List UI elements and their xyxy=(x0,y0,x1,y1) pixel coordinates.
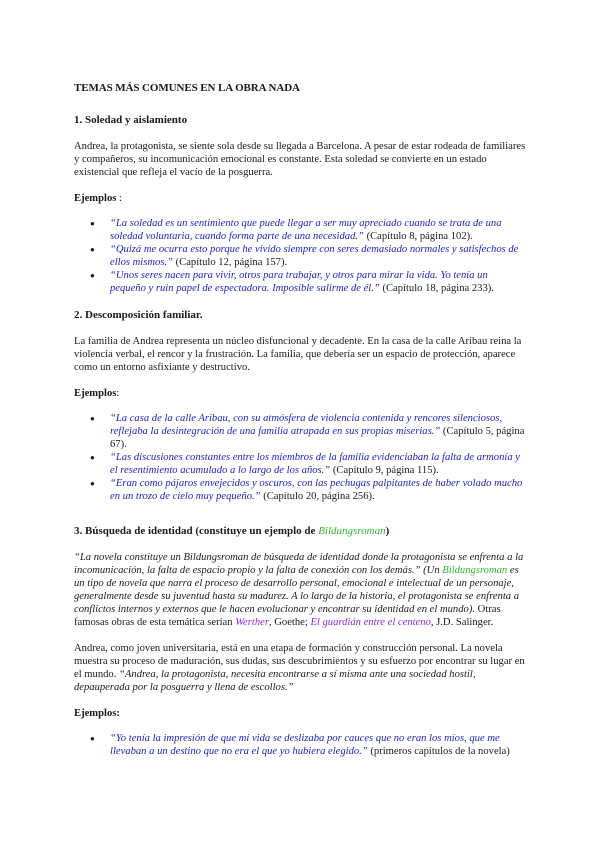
section-2-examples-list xyxy=(74,412,526,503)
paragraph-plain-text: Andrea, como joven universitaria, está en una etapa de formación y construcción personal. La novela muestra su proceso de maduración, sus dudas, sus descubrimientos y su esfuerzo por encontrar su lugar en el mundo. xyxy=(74,643,525,680)
section-3-paragraph-2 xyxy=(74,642,526,694)
list-item xyxy=(110,732,526,758)
examples-label-text: Ejemplos xyxy=(74,388,117,399)
examples-label-suffix: : xyxy=(116,193,122,204)
section-3-heading-close: ) xyxy=(385,525,390,537)
bildungsroman-link[interactable]: Bildungsroman xyxy=(318,525,386,537)
example-quote: “Las discusiones constantes entre los miembros de la familia evidenciaban la falta de armonía y el resentimiento acumulado a lo largo de los años.” xyxy=(110,452,520,476)
list-item xyxy=(110,269,526,295)
goethe-text: , Goethe; xyxy=(268,617,311,628)
example-ref: (Capítulo 12, página 157). xyxy=(172,257,288,268)
document-page xyxy=(74,82,526,772)
list-item xyxy=(110,243,526,269)
document-title: TEMAS MÁS COMUNES EN LA OBRA NADA xyxy=(74,82,300,94)
werther-link[interactable]: Werther xyxy=(235,617,269,628)
salinger-text: , J.D. Salinger. xyxy=(430,617,494,628)
example-ref: (Capítulo 20, página 256). xyxy=(260,491,375,502)
example-ref: (Capítulo 8, página 102). xyxy=(363,231,473,242)
list-item xyxy=(110,217,526,243)
example-ref: (Capítulo 5, página 67). xyxy=(110,426,525,450)
example-ref: (Capítulo 9, página 115). xyxy=(330,465,439,476)
example-quote: “La soledad es un sentimiento que puede llegar a ser muy apreciado cuando se trata de una soledad voluntaria, cuando forma parte de una necesidad.” xyxy=(110,218,502,242)
section-2-body: La familia de Andrea representa un núcleo disfuncional y decadente. En la casa de la calle Aribau reina la violencia verbal, el rencor y la frustración. La familia, que debería ser un espacio de protección, aparece como un entorno asfixiante y destructivo. xyxy=(74,336,522,373)
section-3-heading xyxy=(74,525,526,538)
guardian-link[interactable]: El guardián entre el centeno xyxy=(310,617,431,628)
section-1-examples-label xyxy=(74,192,526,205)
section-3-examples-list xyxy=(74,732,526,758)
examples-label-text: Ejemplos xyxy=(74,193,117,204)
section-2-heading: 2. Descomposición familiar. xyxy=(74,309,203,321)
list-item xyxy=(110,477,526,503)
example-quote: “Yo tenía la impresión de que mi vida se deslizaba por cauces que no eran los míos, que me llevaban a un destino que no era el que yo hubiera elegido.” xyxy=(110,733,500,757)
example-ref: (primeros capítulos de la novela) xyxy=(367,746,510,757)
bildungsroman-inline-link[interactable]: Bildungsroman xyxy=(442,565,508,576)
paragraph-italic-quote: “Andrea, la protagonista, necesita encontrarse a sí misma ante una sociedad hostil, depauperada por la posguerra y llena de escollos.” xyxy=(74,669,476,693)
list-item xyxy=(110,451,526,477)
section-1-body: Andrea, la protagonista, se siente sola desde su llegada a Barcelona. A pesar de estar rodeada de familiares y compañeros, su incomunicación emocional es constante. Esta soledad se convierte en un estado existencial que refleja el vacío de la posguerra. xyxy=(74,141,526,178)
example-ref: (Capítulo 18, página 233). xyxy=(379,283,494,294)
section-1-examples-list xyxy=(74,217,526,295)
list-item xyxy=(110,412,526,451)
paragraph-italic-quote: “La novela constituye un Bildungsroman de búsqueda de identidad donde la protagonista se enfrenta a la incomunicación, la falta de espacio propio y la falta de conexión con los demás.” (Un xyxy=(74,552,524,576)
paragraph-italic-definition: es un tipo de novela que narra el proceso de desarrollo personal, emocional e intelectual de un personaje, generalmente desde su juventud hasta su madurez. A lo largo de la historia, el protagonista se enfrenta a conflictos internos y externos que le hacen evolucionar y encontrar su identidad en el mundo). xyxy=(74,565,519,615)
example-quote: “Quizá me ocurra esto porque he vivido siempre con seres demasiado normales y satisfechos de ellos mismos.” xyxy=(110,244,519,268)
section-3-examples-label: Ejemplos: xyxy=(74,708,120,719)
paragraph-plain-text: Otras famosas obras de esta temática serían xyxy=(74,604,501,628)
example-quote: “Eran como pájaros envejecidos y oscuros, con las pechugas palpitantes de haber volado mucho en un trozo de cielo muy pequeño.” xyxy=(110,478,523,502)
examples-label-suffix: : xyxy=(116,388,120,399)
section-2-examples-label xyxy=(74,387,526,400)
example-quote: “La casa de la calle Aribau, con su atmósfera de violencia contenida y rencores silenciosos, reflejaba la desintegración de una familia atrapada en sus propias miserias.” xyxy=(110,413,503,437)
section-3-paragraph-1 xyxy=(74,551,526,629)
section-3-heading-text: 3. Búsqueda de identidad (constituye un ejemplo de xyxy=(74,525,319,537)
example-quote: “Unos seres nacen para vivir, otros para trabajar, y otros para mirar la vida. Yo tenía un pequeño y ruin papel de espectadora. Imposible salirme de él.” xyxy=(110,270,488,294)
section-1-heading: 1. Soledad y aislamiento xyxy=(74,114,188,126)
